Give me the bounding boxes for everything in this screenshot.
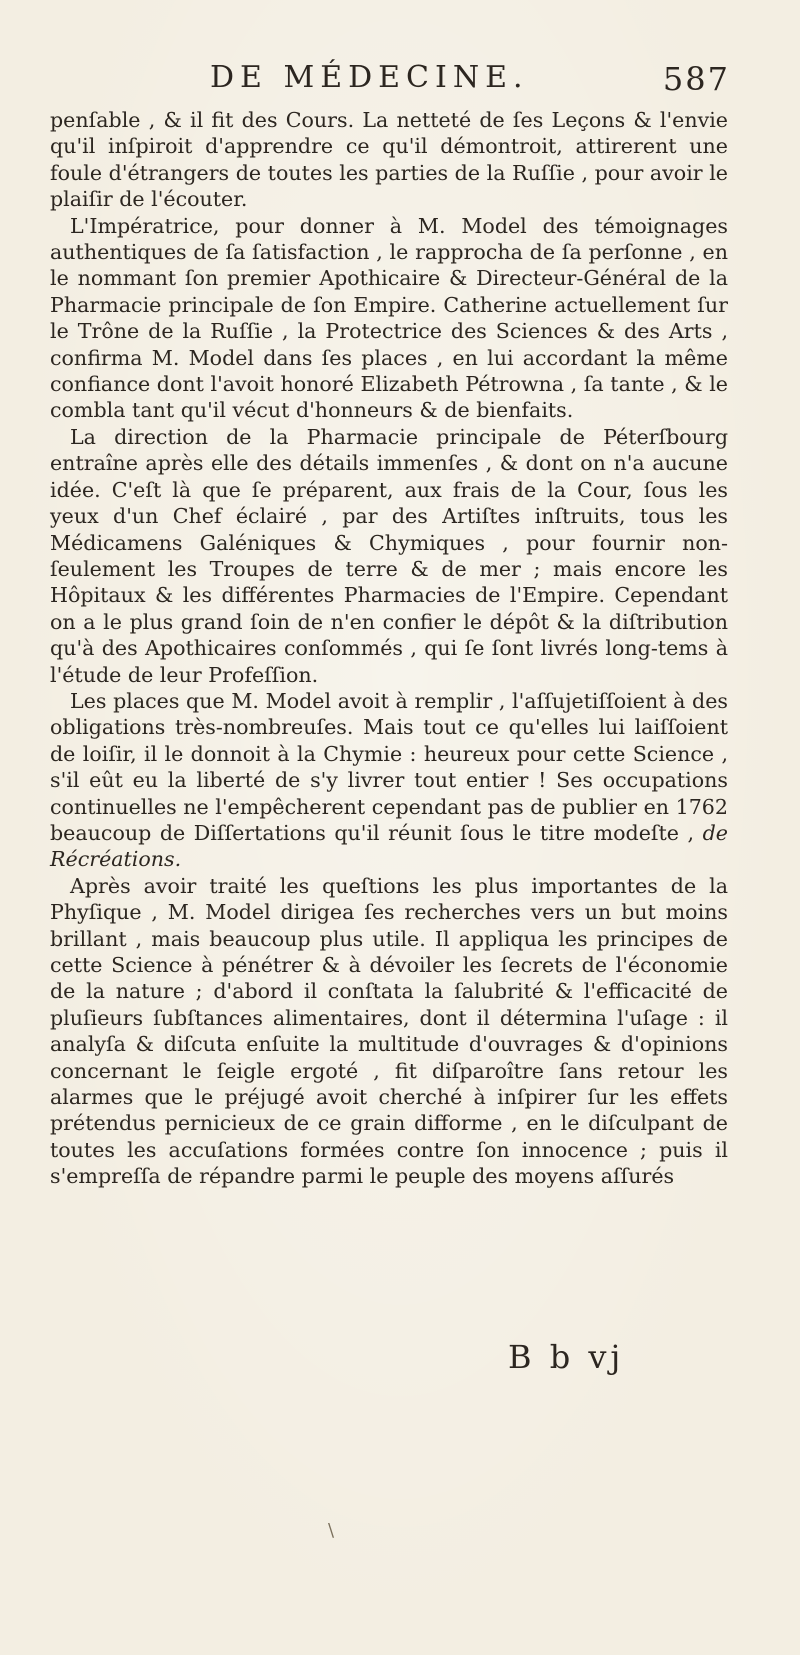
paragraph-2 <box>50 213 728 424</box>
paragraph-5-text: Après avoir traité les queſtions les plus importantes de la Phyſique , M. Model dirigea ſes recherches vers un but moins brillant , mais beaucoup plus utile. Il appliqua les principes de cette Science à pénétrer & à dévoiler les ſecrets de l'économie de la nature ; d'abord il conſtata la ſalubrité & l'efficacité de pluſieurs ſubſtances alimentaires, dont il détermina l'uſage : il analyſa & diſcuta enſuite la multitude d'ouvrages & d'opinions concernant le ſeigle ergoté , fit diſparoître ſans retour les alarmes que le préjugé avoit cherché à inſpirer ſur les effets prétendus pernicieux de ce grain difforme , en le diſculpant de toutes les accuſations formées contre ſon innocence ; puis il s'empreſſa de répandre parmi le peuple des moyens aſſurés <box>50 873 728 1189</box>
running-title: DE MÉDECINE. <box>210 60 529 95</box>
paragraph-4-italic-title: de Récréations. <box>50 820 728 872</box>
paragraph-4 <box>50 688 728 873</box>
body-text <box>50 107 728 1190</box>
paragraph-1 <box>50 107 728 213</box>
stray-mark: \ <box>328 1520 335 1541</box>
running-head <box>210 60 730 100</box>
paragraph-5 <box>50 873 728 1190</box>
page-number: 587 <box>662 60 730 98</box>
signature-mark: B b vj <box>508 1338 625 1376</box>
paragraph-2-text: L'Impératrice, pour donner à M. Model des témoignages authentiques de ſa ſatisfaction , le rapprocha de ſa perſonne , en le nommant ſon premier Apothicaire & Directeur-Général de la Pharmacie principale de ſon Empire. Catherine actuellement ſur le Trône de la Ruſſie , la Protectrice des Sciences & des Arts , confirma M. Model dans ſes places , en lui accordant la même confiance dont l'avoit honoré Elizabeth Pétrowna , ſa tante , & le combla tant qu'il vécut d'honneurs & de bienfaits. <box>50 213 728 423</box>
paragraph-4-text: Les places que M. Model avoit à remplir , l'aſſujetiſſoient à des obligations très-nombreuſes. Mais tout ce qu'elles lui laiſſoient de loiſir, il le donnoit à la Chymie : heureux pour cette Science , s'il eût eu la liberté de s'y livrer tout entier ! Ses occupations continuelles ne l'empêcherent cependant pas de publier en 1762 beaucoup de Diſſertations qu'il réunit ſous le titre modeſte , <box>50 688 728 845</box>
paragraph-1-text: penſable , & il fit des Cours. La netteté de ſes Leçons & l'envie qu'il inſpiroit d'apprendre ce qu'il démontroit, attirerent une foule d'étrangers de toutes les parties de la Ruſſie , pour avoir le plaiſir de l'écouter. <box>50 108 728 212</box>
paragraph-3 <box>50 424 728 688</box>
paragraph-3-text: La direction de la Pharmacie principale de Péterſbourg entraîne après elle des détails immenſes , & dont on n'a aucune idée. C'eſt là que ſe préparent, aux frais de la Cour, ſous les yeux d'un Chef éclairé , par des Artiſtes inſtruits, tous les Médicamens Galéniques & Chymiques , pour fournir non-ſeulement les Troupes de terre & de mer ; mais encore les Hôpitaux & les différentes Pharmacies de l'Empire. Cependant on a le plus grand ſoin de n'en confier le dépôt & la diſtribution qu'à des Apothicaires conſommés , qui ſe ſont livrés long-tems à l'étude de leur Profeſſion. <box>50 424 728 687</box>
